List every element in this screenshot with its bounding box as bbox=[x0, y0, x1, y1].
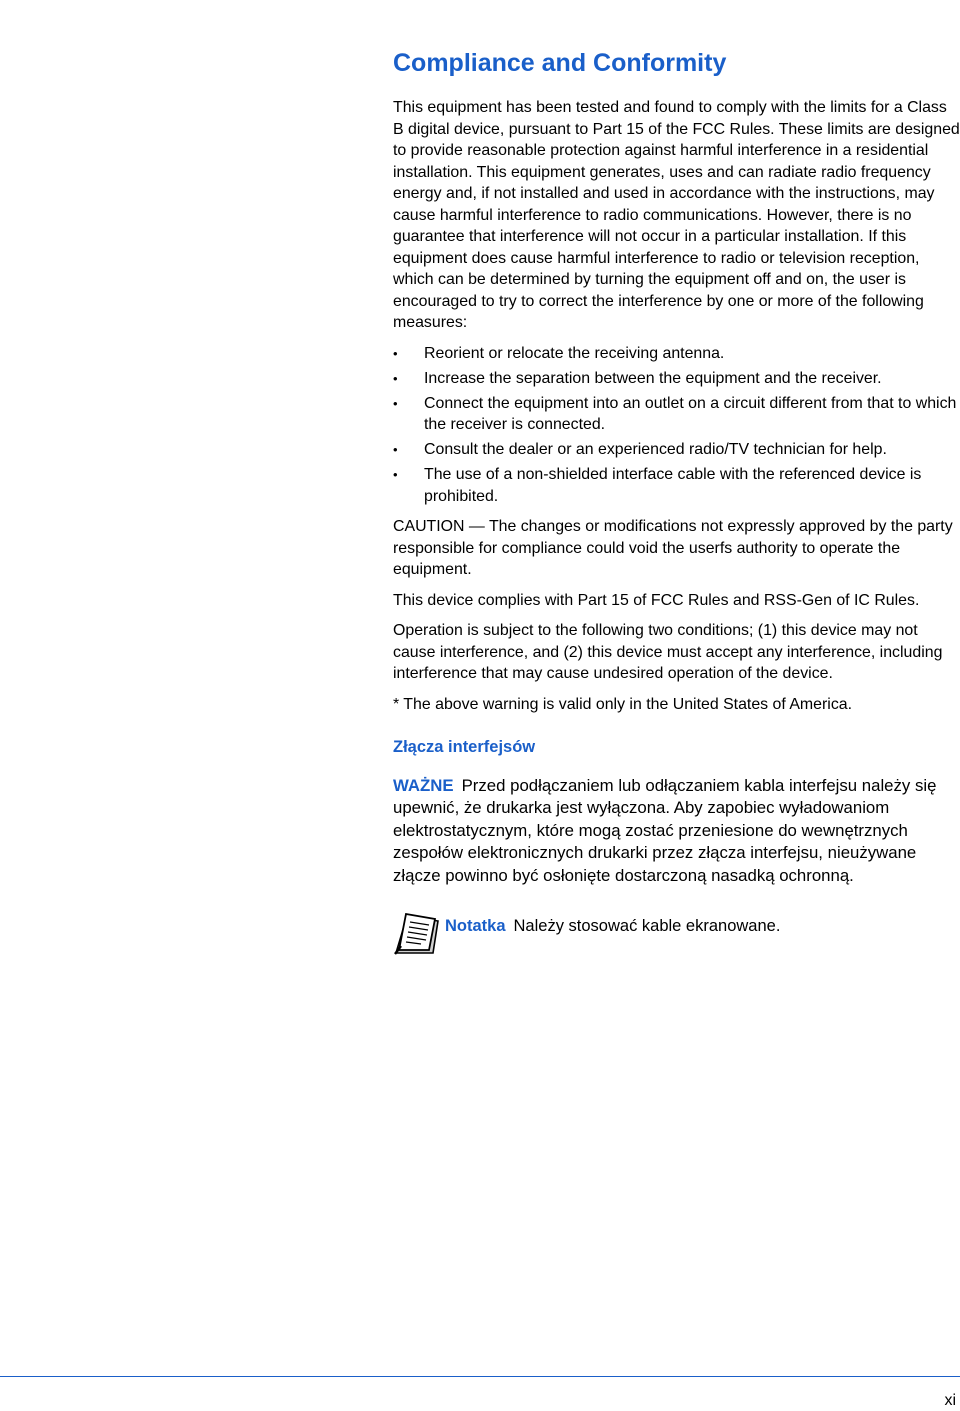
note-text-line bbox=[445, 915, 780, 937]
list-item bbox=[393, 343, 960, 365]
note-text: Należy stosować kable ekranowane. bbox=[513, 917, 781, 936]
list-item bbox=[393, 464, 960, 507]
bullet-icon: • bbox=[393, 395, 398, 411]
important-label: WAŻNE bbox=[393, 776, 454, 795]
operation-paragraph: Operation is subject to the following two conditions; (1) this device may not cause interference, and (2) this device must accept any interference, including interference that may cause undesired operation of the device. bbox=[393, 622, 943, 682]
document-body bbox=[393, 46, 960, 957]
important-text: Przed podłączaniem lub odłączaniem kabla interfejsu należy się upewnić, że drukarka jest wyłączona. Aby zapobiec wyładowaniom elektrostatycznym, które mogą zostać przeniesione do wewnętrznych zespołów elektronicznych drukarki przez złącza interfejsu, nieużywane złącze powinno być osłonięte dostarczoną nasadką ochronną. bbox=[393, 776, 937, 885]
measure-text: Consult the dealer or an experienced radio/TV technician for help. bbox=[424, 441, 887, 458]
interface-connectors-heading: Złącza interfejsów bbox=[393, 738, 536, 756]
fcc-intro-paragraph: This equipment has been tested and found to comply with the limits for a Class B digital device, pursuant to Part 15 of the FCC Rules. These limits are designed to provide reasonable protection against harmful interference in a residential installation. This equipment generates, uses and can radiate radio frequency energy and, if not installed and used in accordance with the instructions, may cause harmful interference to radio communications. However, there is no guarantee that interference will not occur in a particular installation. If this equipment does cause harmful interference to radio or television reception, which can be determined by turning the equipment off and on, the user is encouraged to try to correct the interference by one or more of the following measures: bbox=[393, 99, 960, 331]
measures-list bbox=[393, 343, 960, 508]
caution-paragraph: CAUTION — The changes or modifications not expressly approved by the party responsible for compliance could void the userfs authority to operate the equipment. bbox=[393, 518, 953, 578]
bullet-icon: • bbox=[393, 345, 398, 361]
important-notice bbox=[393, 775, 960, 887]
list-item bbox=[393, 439, 960, 461]
bullet-icon: • bbox=[393, 467, 398, 482]
part15-paragraph: This device complies with Part 15 of FCC Rules and RSS-Gen of IC Rules. bbox=[393, 591, 920, 609]
note-block bbox=[393, 913, 960, 957]
bullet-icon: • bbox=[393, 442, 398, 457]
usa-warning-paragraph: * The above warning is valid only in the United States of America. bbox=[393, 695, 853, 713]
measure-text: Increase the separation between the equipment and the receiver. bbox=[424, 369, 882, 387]
page-title: Compliance and Conformity bbox=[393, 49, 727, 77]
note-label: Notatka bbox=[445, 917, 506, 936]
bullet-icon: • bbox=[393, 370, 398, 386]
list-item bbox=[393, 368, 960, 390]
list-item bbox=[393, 393, 960, 436]
measure-text: Connect the equipment into an outlet on a circuit different from that to which the receiver is connected. bbox=[424, 394, 957, 433]
measure-text: Reorient or relocate the receiving antenna. bbox=[424, 344, 725, 362]
note-paper-icon bbox=[393, 913, 439, 955]
page-number: xi bbox=[944, 1392, 956, 1409]
footer-divider bbox=[0, 1376, 960, 1377]
measure-text: The use of a non-shielded interface cable with the referenced device is prohibited. bbox=[424, 466, 922, 505]
